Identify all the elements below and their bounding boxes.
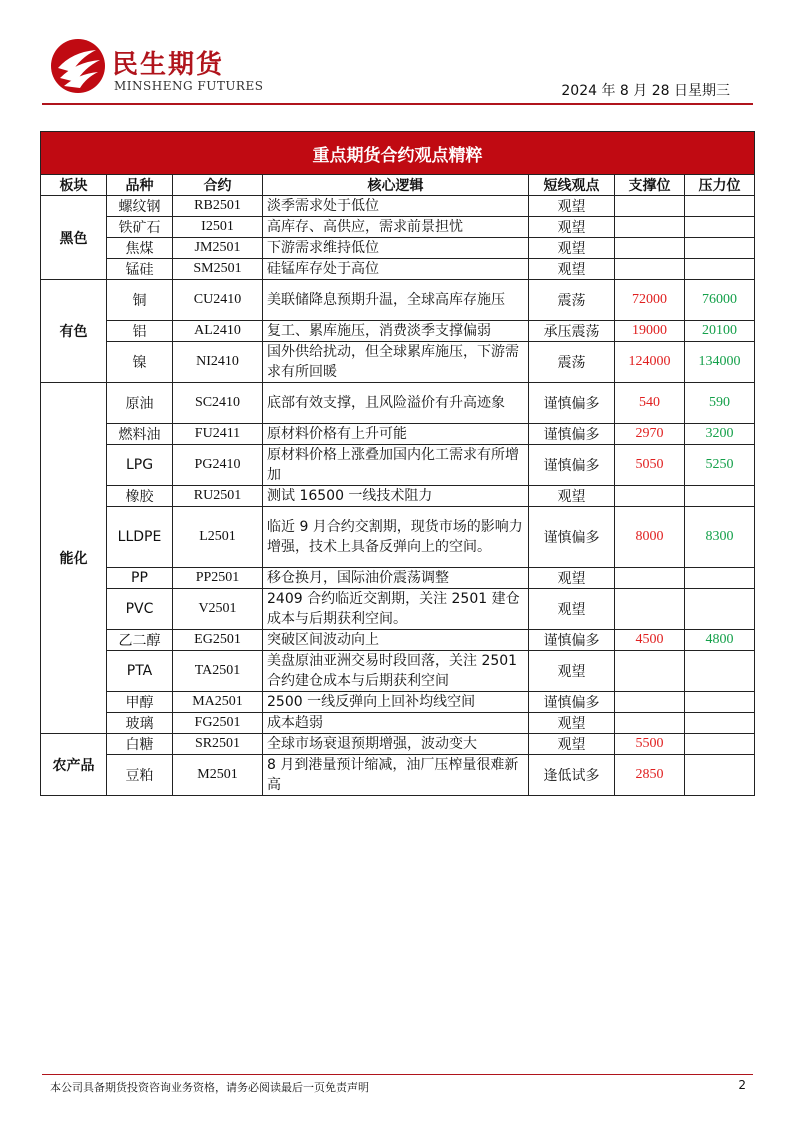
support-cell (615, 196, 685, 217)
table-row (41, 507, 755, 568)
pressure-cell (685, 589, 755, 630)
support-cell (615, 713, 685, 734)
variety-cell: 玻璃 (107, 713, 173, 734)
pressure-cell (685, 238, 755, 259)
pressure-cell: 4800 (685, 630, 755, 651)
contract-cell: SC2410 (173, 383, 263, 424)
variety-cell: 橡胶 (107, 486, 173, 507)
variety-cell: LLDPE (107, 507, 173, 568)
logic-cell: 测试 16500 一线技术阻力 (263, 486, 529, 507)
view-cell: 观望 (529, 589, 615, 630)
pressure-cell: 8300 (685, 507, 755, 568)
variety-cell: 焦煤 (107, 238, 173, 259)
variety-cell: 螺纹钢 (107, 196, 173, 217)
view-cell: 谨慎偏多 (529, 507, 615, 568)
contract-cell: M2501 (173, 755, 263, 796)
table-title-row (41, 132, 755, 175)
variety-cell: 铝 (107, 321, 173, 342)
view-cell: 观望 (529, 568, 615, 589)
contract-cell: EG2501 (173, 630, 263, 651)
sector-cell: 农产品 (41, 734, 107, 796)
logic-cell: 8 月到港量预计缩减，油厂压榨量很难新高 (263, 755, 529, 796)
logic-cell: 成本趋弱 (263, 713, 529, 734)
pressure-cell (685, 196, 755, 217)
contract-cell: AL2410 (173, 321, 263, 342)
contract-cell: FG2501 (173, 713, 263, 734)
support-cell (615, 217, 685, 238)
table-row (41, 589, 755, 630)
variety-cell: 甲醇 (107, 692, 173, 713)
sector-cell: 能化 (41, 383, 107, 734)
logic-cell: 原材料价格上涨叠加国内化工需求有所增加 (263, 445, 529, 486)
table-row (41, 486, 755, 507)
column-header-view: 短线观点 (529, 175, 615, 196)
variety-cell: 豆粕 (107, 755, 173, 796)
variety-cell: 铁矿石 (107, 217, 173, 238)
logic-cell: 突破区间波动向上 (263, 630, 529, 651)
variety-cell: PTA (107, 651, 173, 692)
contract-cell: V2501 (173, 589, 263, 630)
logic-cell: 美联储降息预期升温，全球高库存施压 (263, 280, 529, 321)
variety-cell: 铜 (107, 280, 173, 321)
pressure-cell: 20100 (685, 321, 755, 342)
logic-cell: 高库存、高供应，需求前景担忧 (263, 217, 529, 238)
pressure-cell (685, 734, 755, 755)
table-row (41, 196, 755, 217)
support-cell (615, 259, 685, 280)
futures-view-table (40, 131, 755, 796)
view-cell: 观望 (529, 651, 615, 692)
table-row (41, 238, 755, 259)
view-cell: 观望 (529, 734, 615, 755)
support-cell (615, 238, 685, 259)
view-cell: 观望 (529, 217, 615, 238)
view-cell: 谨慎偏多 (529, 383, 615, 424)
table-row (41, 713, 755, 734)
page-number: 2 (738, 1078, 746, 1092)
table-row (41, 259, 755, 280)
support-cell (615, 486, 685, 507)
contract-cell: RB2501 (173, 196, 263, 217)
support-cell: 124000 (615, 342, 685, 383)
table-row (41, 383, 755, 424)
view-cell: 谨慎偏多 (529, 692, 615, 713)
table-row (41, 321, 755, 342)
view-cell: 逢低试多 (529, 755, 615, 796)
variety-cell: LPG (107, 445, 173, 486)
pressure-cell (685, 486, 755, 507)
pressure-cell (685, 651, 755, 692)
header-divider (42, 103, 753, 105)
support-cell: 5500 (615, 734, 685, 755)
view-cell: 观望 (529, 713, 615, 734)
pressure-cell (685, 259, 755, 280)
view-cell: 谨慎偏多 (529, 445, 615, 486)
pressure-cell: 76000 (685, 280, 755, 321)
logic-cell: 移仓换月，国际油价震荡调整 (263, 568, 529, 589)
support-cell: 72000 (615, 280, 685, 321)
logic-cell: 2500 一线反弹向上回补均线空间 (263, 692, 529, 713)
support-cell: 5050 (615, 445, 685, 486)
logic-cell: 下游需求维持低位 (263, 238, 529, 259)
logic-cell: 临近 9 月合约交割期，现货市场的影响力增强，技术上具备反弹向上的空间。 (263, 507, 529, 568)
logic-cell: 原材料价格有上升可能 (263, 424, 529, 445)
table-row (41, 424, 755, 445)
table-row (41, 630, 755, 651)
support-cell: 8000 (615, 507, 685, 568)
support-cell (615, 568, 685, 589)
contract-cell: PP2501 (173, 568, 263, 589)
variety-cell: 乙二醇 (107, 630, 173, 651)
pressure-cell: 590 (685, 383, 755, 424)
column-header-pressure: 压力位 (685, 175, 755, 196)
contract-cell: RU2501 (173, 486, 263, 507)
table-row (41, 445, 755, 486)
support-cell (615, 651, 685, 692)
minsheng-logo-icon (50, 38, 106, 94)
logic-cell: 复工、累库施压，消费淡季支撑偏弱 (263, 321, 529, 342)
view-cell: 震荡 (529, 342, 615, 383)
support-cell: 19000 (615, 321, 685, 342)
logic-cell: 硅锰库存处于高位 (263, 259, 529, 280)
column-header-logic: 核心逻辑 (263, 175, 529, 196)
table-header-row (41, 175, 755, 196)
view-cell: 承压震荡 (529, 321, 615, 342)
table-row (41, 692, 755, 713)
logic-cell: 美盘原油亚洲交易时段回落，关注 2501 合约建仓成本与后期获利空间 (263, 651, 529, 692)
column-header-contract: 合约 (173, 175, 263, 196)
table-row (41, 734, 755, 755)
column-header-support: 支撑位 (615, 175, 685, 196)
contract-cell: MA2501 (173, 692, 263, 713)
view-cell: 观望 (529, 259, 615, 280)
brand-name-cn: 民生期货 (112, 50, 225, 80)
view-cell: 观望 (529, 486, 615, 507)
table-row (41, 217, 755, 238)
page-header (0, 0, 794, 110)
variety-cell: PVC (107, 589, 173, 630)
logic-cell: 底部有效支撑，且风险溢价有升高迹象 (263, 383, 529, 424)
pressure-cell: 3200 (685, 424, 755, 445)
variety-cell: 白糖 (107, 734, 173, 755)
support-cell: 2850 (615, 755, 685, 796)
pressure-cell (685, 755, 755, 796)
variety-cell: 原油 (107, 383, 173, 424)
contract-cell: PG2410 (173, 445, 263, 486)
support-cell: 540 (615, 383, 685, 424)
variety-cell: 锰硅 (107, 259, 173, 280)
pressure-cell: 5250 (685, 445, 755, 486)
table-row (41, 755, 755, 796)
variety-cell: 镍 (107, 342, 173, 383)
view-cell: 震荡 (529, 280, 615, 321)
contract-cell: JM2501 (173, 238, 263, 259)
disclaimer-text: 本公司具备期货投资咨询业务资格，请务必阅读最后一页免责声明 (50, 1081, 369, 1094)
support-cell: 4500 (615, 630, 685, 651)
table-row (41, 280, 755, 321)
logic-cell: 2409 合约临近交割期，关注 2501 建仓成本与后期获利空间。 (263, 589, 529, 630)
contract-cell: CU2410 (173, 280, 263, 321)
logic-cell: 国外供给扰动，但全球累库施压，下游需求有所回暖 (263, 342, 529, 383)
logic-cell: 全球市场衰退预期增强，波动变大 (263, 734, 529, 755)
table-row (41, 342, 755, 383)
sector-cell: 有色 (41, 280, 107, 383)
sector-cell: 黑色 (41, 196, 107, 280)
pressure-cell (685, 692, 755, 713)
pressure-cell (685, 713, 755, 734)
pressure-cell (685, 217, 755, 238)
pressure-cell: 134000 (685, 342, 755, 383)
table-row (41, 651, 755, 692)
view-cell: 观望 (529, 238, 615, 259)
brand-name-en: MINSHENG FUTURES (114, 79, 264, 93)
view-cell: 谨慎偏多 (529, 424, 615, 445)
table-row (41, 568, 755, 589)
contract-cell: SR2501 (173, 734, 263, 755)
column-header-sector: 板块 (41, 175, 107, 196)
view-cell: 谨慎偏多 (529, 630, 615, 651)
footer-divider (42, 1074, 753, 1075)
report-date: 2024 年 8 月 28 日星期三 (561, 83, 730, 99)
view-cell: 观望 (529, 196, 615, 217)
contract-cell: FU2411 (173, 424, 263, 445)
contract-cell: I2501 (173, 217, 263, 238)
variety-cell: 燃料油 (107, 424, 173, 445)
logic-cell: 淡季需求处于低位 (263, 196, 529, 217)
table-title: 重点期货合约观点精粹 (41, 132, 755, 175)
contract-cell: TA2501 (173, 651, 263, 692)
support-cell (615, 589, 685, 630)
variety-cell: PP (107, 568, 173, 589)
contract-cell: L2501 (173, 507, 263, 568)
support-cell: 2970 (615, 424, 685, 445)
column-header-variety: 品种 (107, 175, 173, 196)
pressure-cell (685, 568, 755, 589)
support-cell (615, 692, 685, 713)
contract-cell: NI2410 (173, 342, 263, 383)
contract-cell: SM2501 (173, 259, 263, 280)
